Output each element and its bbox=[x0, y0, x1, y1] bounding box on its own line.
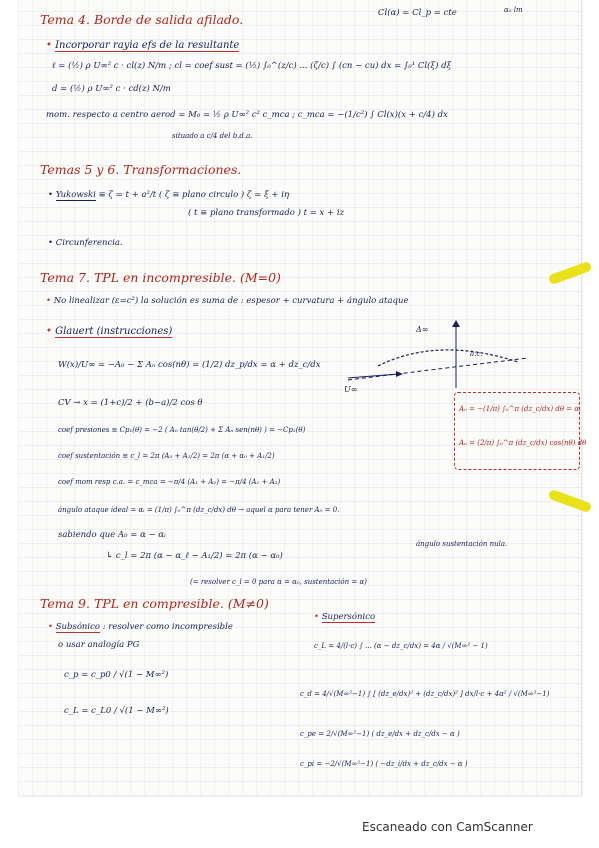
airfoil-sketch bbox=[338, 318, 538, 398]
tema4-b1-l2: d = (½) ρ U∞² c · cd(z) N/m bbox=[52, 84, 171, 94]
tema7-eq7: sabiendo que A₀ = α − αᵢ bbox=[58, 530, 166, 540]
tema56-bullet2: • Circunferencia. bbox=[48, 238, 123, 248]
freestream-arrow bbox=[348, 374, 398, 378]
tema56-b1-text: ≡ ζ = t + a²/t ( ζ ≡ plano circulo ) ζ = ξ + iη bbox=[98, 190, 290, 200]
tema9-sup-label: Supersónico bbox=[321, 612, 376, 622]
tema7-eq6: ángulo ataque ideal = αᵢ = (1/π) ∫₀^π (dz_c/dx) dθ → aquel α para tener A₀ = 0. bbox=[58, 506, 340, 514]
tema9-cl-sup: c_L = 4/(l·c) ∫ ... (α − dz_c/dx) = 4α / √(M∞² − 1) bbox=[314, 642, 488, 650]
tema7-eq2: CV → x = (1+c)/2 + (b−a)/2 cos θ bbox=[58, 398, 203, 408]
tema4-alpha-note: α₀ lm bbox=[504, 6, 523, 14]
tema9-sub-text1: : resolver como incompresible bbox=[102, 622, 233, 632]
box-a0: A₀ = −(1/π) ∫₀^π (dz_c/dx) dθ = αᵢ bbox=[459, 405, 581, 413]
tema7-b1-text: No linealizar (ε=c²) la solución es suma de : espesor + curvatura + ángulo ataque bbox=[53, 296, 409, 306]
tema56-bullet1: • Yukowski ≡ ζ = t + a²/t ( ζ ≡ plano circulo ) ζ = ξ + iη bbox=[48, 190, 290, 200]
tema9-sub-text2: o usar analogía PG bbox=[58, 640, 140, 650]
tema4-title: Tema 4. Borde de salida afilado. bbox=[40, 12, 244, 27]
tema9-cl-sub: c_L = c_L0 / √(1 − M∞²) bbox=[64, 706, 169, 716]
camber-line bbox=[378, 350, 518, 366]
tema9-cp-sub: c_p = c_p0 / √(1 − M∞²) bbox=[64, 670, 169, 680]
tema56-b1-label: Yukowski bbox=[55, 190, 96, 200]
flow-line bbox=[348, 358, 528, 380]
tema7-title: Tema 7. TPL en incompresible. (M=0) bbox=[40, 270, 281, 285]
tema9-cd-sup: c_d = 4/√(M∞²−1) ∫ [ (dz_e/dx)² + (dz_c/dx)² ] dx/l·c + 4α² / √(M∞²−1) bbox=[300, 690, 550, 698]
scanned-sheet bbox=[18, 0, 587, 796]
box-an: Aₙ = (2/π) ∫₀^π (dz_c/dx) cos(nθ) dθ bbox=[459, 439, 587, 447]
tema9-sub: • Subsónico : resolver como incompresible bbox=[48, 622, 233, 632]
tema7-eq4: coef sustentación ≡ c_l = 2π (A₀ + A₁/2) = 2π (α + α₀ + A₁/2) bbox=[58, 452, 275, 460]
tema7-eq1: W(x)/U∞ = −A₀ − Σ Aₙ cos(nθ) = (1/2) dz_p/dx = α + dz_c/dx bbox=[58, 360, 321, 370]
tema7-eq9: (= resolver c_l = 0 para α = α₀, sustentación = α) bbox=[190, 578, 367, 586]
tema9-title: Tema 9. TPL en compresible. (M≠0) bbox=[40, 596, 269, 611]
tema4-bullet1: • Incorporar rayia efs de la resultante bbox=[46, 40, 240, 51]
tema7-eq3: coef presiones ≡ Cp₁(θ) = −2 ( A₀ tan(θ/2) + Σ Aₙ sen(nθ) ) = −Cp₂(θ) bbox=[58, 426, 306, 434]
tema4-b1-label: Incorporar rayia efs de la resultante bbox=[55, 40, 240, 51]
tema4-b1-l3: mom. respecto a centro aerod = M₀ = ½ ρ U∞² c² c_mca ; c_mca = −(1/c²) ∫ Cl(x)(x + c/4) dx bbox=[46, 110, 448, 120]
tema56-b1-text2: ( t ≡ plano transformado ) t = x + iz bbox=[188, 208, 345, 218]
tema7-b2: • Glauert (instrucciones) bbox=[46, 326, 173, 337]
tema7-b2-label: Glauert (instrucciones) bbox=[55, 326, 173, 337]
tema4-cl-formula: Cl(α) = Cl_p = cte bbox=[378, 8, 457, 18]
fig-label-ac: a.c. bbox=[470, 350, 483, 358]
tema4-b1-l1: ℓ = (½) ρ U∞² c · cl(z) N/m ; cl = coef sust = (½) ∫₀^(z/c) ... (ζ/c) ∫ (cn − cu) dx = ∫₀¹ Cl(ξ) dξ bbox=[52, 61, 452, 71]
tema9-cpi-sup: c_pi = −2/√(M∞²−1) ( −dz_i/dx + dz_c/dx − α ) bbox=[300, 760, 468, 768]
fig-label-delta: Δ∞ bbox=[416, 325, 429, 334]
tema56-title: Temas 5 y 6. Transformaciones. bbox=[40, 162, 242, 177]
scanner-watermark: Escaneado con CamScanner bbox=[362, 820, 533, 834]
glauert-coefficients-box bbox=[454, 392, 587, 470]
tema4-b1-note: situado a c/4 del b.d.a. bbox=[172, 132, 253, 140]
tema56-b2-label: Circunferencia. bbox=[55, 238, 123, 248]
tema9-sup: • Supersónico bbox=[314, 612, 376, 622]
tema7-eq8: ↳ c_l = 2π (α − α_ℓ − A₁/2) = 2π (α − α₀) bbox=[106, 551, 283, 561]
tema7-b1: • No linealizar (ε=c²) la solución es suma de : espesor + curvatura + ángulo ataque bbox=[46, 296, 409, 306]
tema7-eq8-note: ángulo sustentación nula. bbox=[416, 540, 508, 548]
tema9-sub-label: Subsónico bbox=[55, 622, 101, 632]
fig-label-uinf: U∞ bbox=[344, 385, 358, 394]
tema7-eq5: coef mom resp c.a. = c_mca = −π/4 (A₁ + A₂) = −π/4 (A₁ + A₂) bbox=[58, 478, 281, 486]
tema9-cpe-sup: c_pe = 2/√(M∞²−1) ( dz_e/dx + dz_c/dx − α ) bbox=[300, 730, 460, 738]
